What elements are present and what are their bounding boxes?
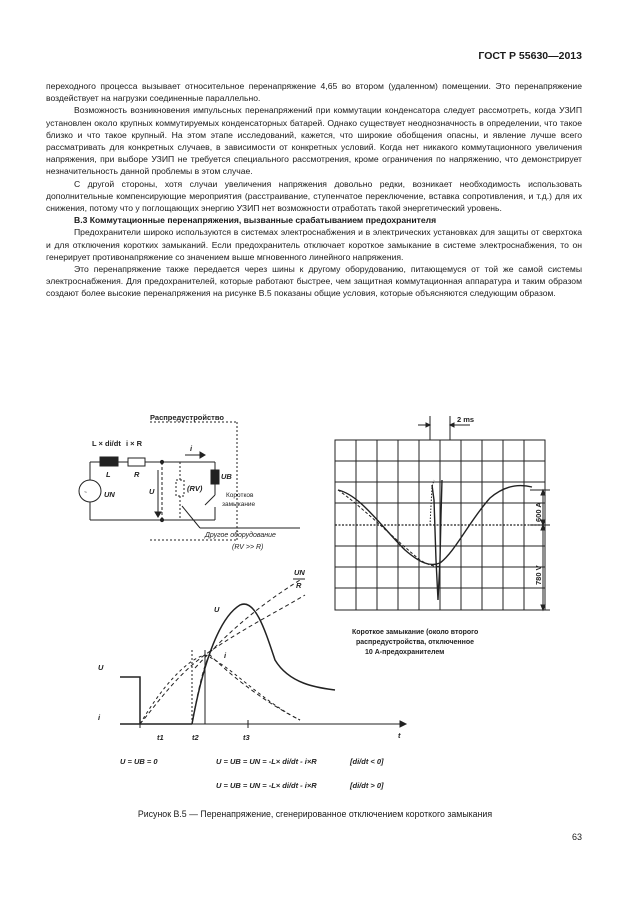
circuit-diagram <box>79 413 300 540</box>
label-lx-didt: L × di/dt <box>92 439 121 448</box>
timing-diagram <box>120 580 406 728</box>
label-RV: (RV) <box>187 484 203 493</box>
timing-t3: t3 <box>243 733 250 742</box>
label-L: L <box>106 470 111 479</box>
figure-caption: Рисунок В.5 — Перенапряжение, сгенерированное отключением короткого замыкания <box>137 809 493 819</box>
label-rv-condition: (RV >> R) <box>232 544 264 551</box>
label-UN: UN <box>104 490 115 499</box>
scope-caption-1: Короткое замыкание (около второго <box>352 629 479 636</box>
label-600a: 600 A <box>534 502 543 522</box>
timing-cond3: [di/dt > 0] <box>350 781 384 790</box>
voltage-source <box>79 480 101 502</box>
svg-text:~: ~ <box>84 490 87 496</box>
label-i: i <box>190 444 193 453</box>
label-i-r: i × R <box>126 439 143 448</box>
timing-U-curve: U <box>214 605 220 614</box>
timing-t1: t1 <box>157 733 164 742</box>
timing-un-r-bot: R <box>296 581 302 590</box>
timing-i-label: i <box>98 713 101 722</box>
surge-device-RV <box>176 480 184 496</box>
label-R: R <box>134 470 140 479</box>
oscilloscope-grid <box>335 416 550 610</box>
paragraph: С другой стороны, хотя случаи увеличения напряжения довольно редки, возникает необходимость использовать дополнительные компенсирующие мероприятия (расстраивание, ступенчатое переключение, вставка сопротивления, и т.д.) для их снижения, потому что у поглощающих энергию УЗИП нет возможности отработать такой энергетический уровень. <box>46 178 582 214</box>
label-short-1: Коротков <box>226 492 254 499</box>
paragraph: переходного процесса вызывает относительное перенапряжение 4,65 во втором (удаленном) помещении. Это перенапряжение воздействует на нагрузки соединенные параллельно. <box>46 81 582 104</box>
timing-eq3: U = UB = UN = -L× di/dt - i×R <box>216 781 317 790</box>
timing-cond2: [di/dt < 0] <box>350 757 384 766</box>
timing-un-r-top: UN <box>294 568 305 577</box>
timing-U-label: U <box>98 663 104 672</box>
scope-labels <box>352 415 543 656</box>
short-circuit-switch <box>205 495 215 505</box>
document-header: ГОСТ Р 55630—2013 <box>478 50 582 62</box>
resistor-R <box>128 458 145 466</box>
label-time-div: 2 ms <box>457 415 475 424</box>
circuit-title: Распредустройство <box>150 413 224 422</box>
page-number: 63 <box>571 832 582 842</box>
paragraph: Это перенапряжение также передается через шины к другому оборудованию, питающемуся от той же самой системы электроснабжения. Для предохранителей, которые работают быстрее, чем защитная коммутационная аппаратура и таким образом создают более высокие перенапряжения на рисунке В.5 показаны общие условия, которые объясняются следующим образом. <box>46 264 582 299</box>
label-other-equipment: Другое оборудование <box>205 532 276 539</box>
label-U: U <box>149 487 155 496</box>
circuit-labels <box>92 439 276 551</box>
scope-caption-2: распредустройства, отключенное <box>356 639 475 646</box>
load-UB <box>211 470 219 484</box>
scope-caption-3: 10 А-предохранителем <box>365 649 445 656</box>
section-heading: В.3 Коммутационные перенапряжения, вызванные срабатыванием предохранителя <box>74 215 437 226</box>
label-UB: UB <box>221 472 232 481</box>
timing-eq1: U = UB = 0 <box>120 757 158 766</box>
timing-t2: t2 <box>192 733 199 742</box>
label-780v: 780 V <box>534 565 543 585</box>
paragraph: Предохранители широко используются в системах электроснабжения и в электрических установках для защиты от сверхтока и для отключения коротких замыканий. Если предохранитель отключает короткое замыкание в системе электроснабжения, то он генерирует противонапряжение со значением выше мгновенного линейного напряжения. <box>46 227 582 262</box>
timing-eq2: U = UB = UN = -L× di/dt - i×R <box>216 757 317 766</box>
inductor-L <box>100 457 118 466</box>
timing-i-curve: i <box>224 651 227 660</box>
paragraph: Возможность возникновения импульсных перенапряжений при коммутации конденсатора следует рассмотреть, когда УЗИП установлен около крупных коммутируемых конденсаторных батарей. Однако существует неоднозначность в определении, что такое близко и что такое крупный. На этом этапе исследований, кажется, что широкие обобщения опасны, и явление лучше всего рассматривать для конкретных случаев, в зависимости от конкретных условий. Когда нет никакого коммутационного увеличения напряжения, при выборе УЗИП не требуется специального рассмотрения, кроме ограничения по напряжению, что демонстрирует незначительность данной проблемы в этом случае. <box>46 105 582 177</box>
timing-t-axis: t <box>398 731 401 740</box>
label-short-2: замыкание <box>222 501 256 508</box>
